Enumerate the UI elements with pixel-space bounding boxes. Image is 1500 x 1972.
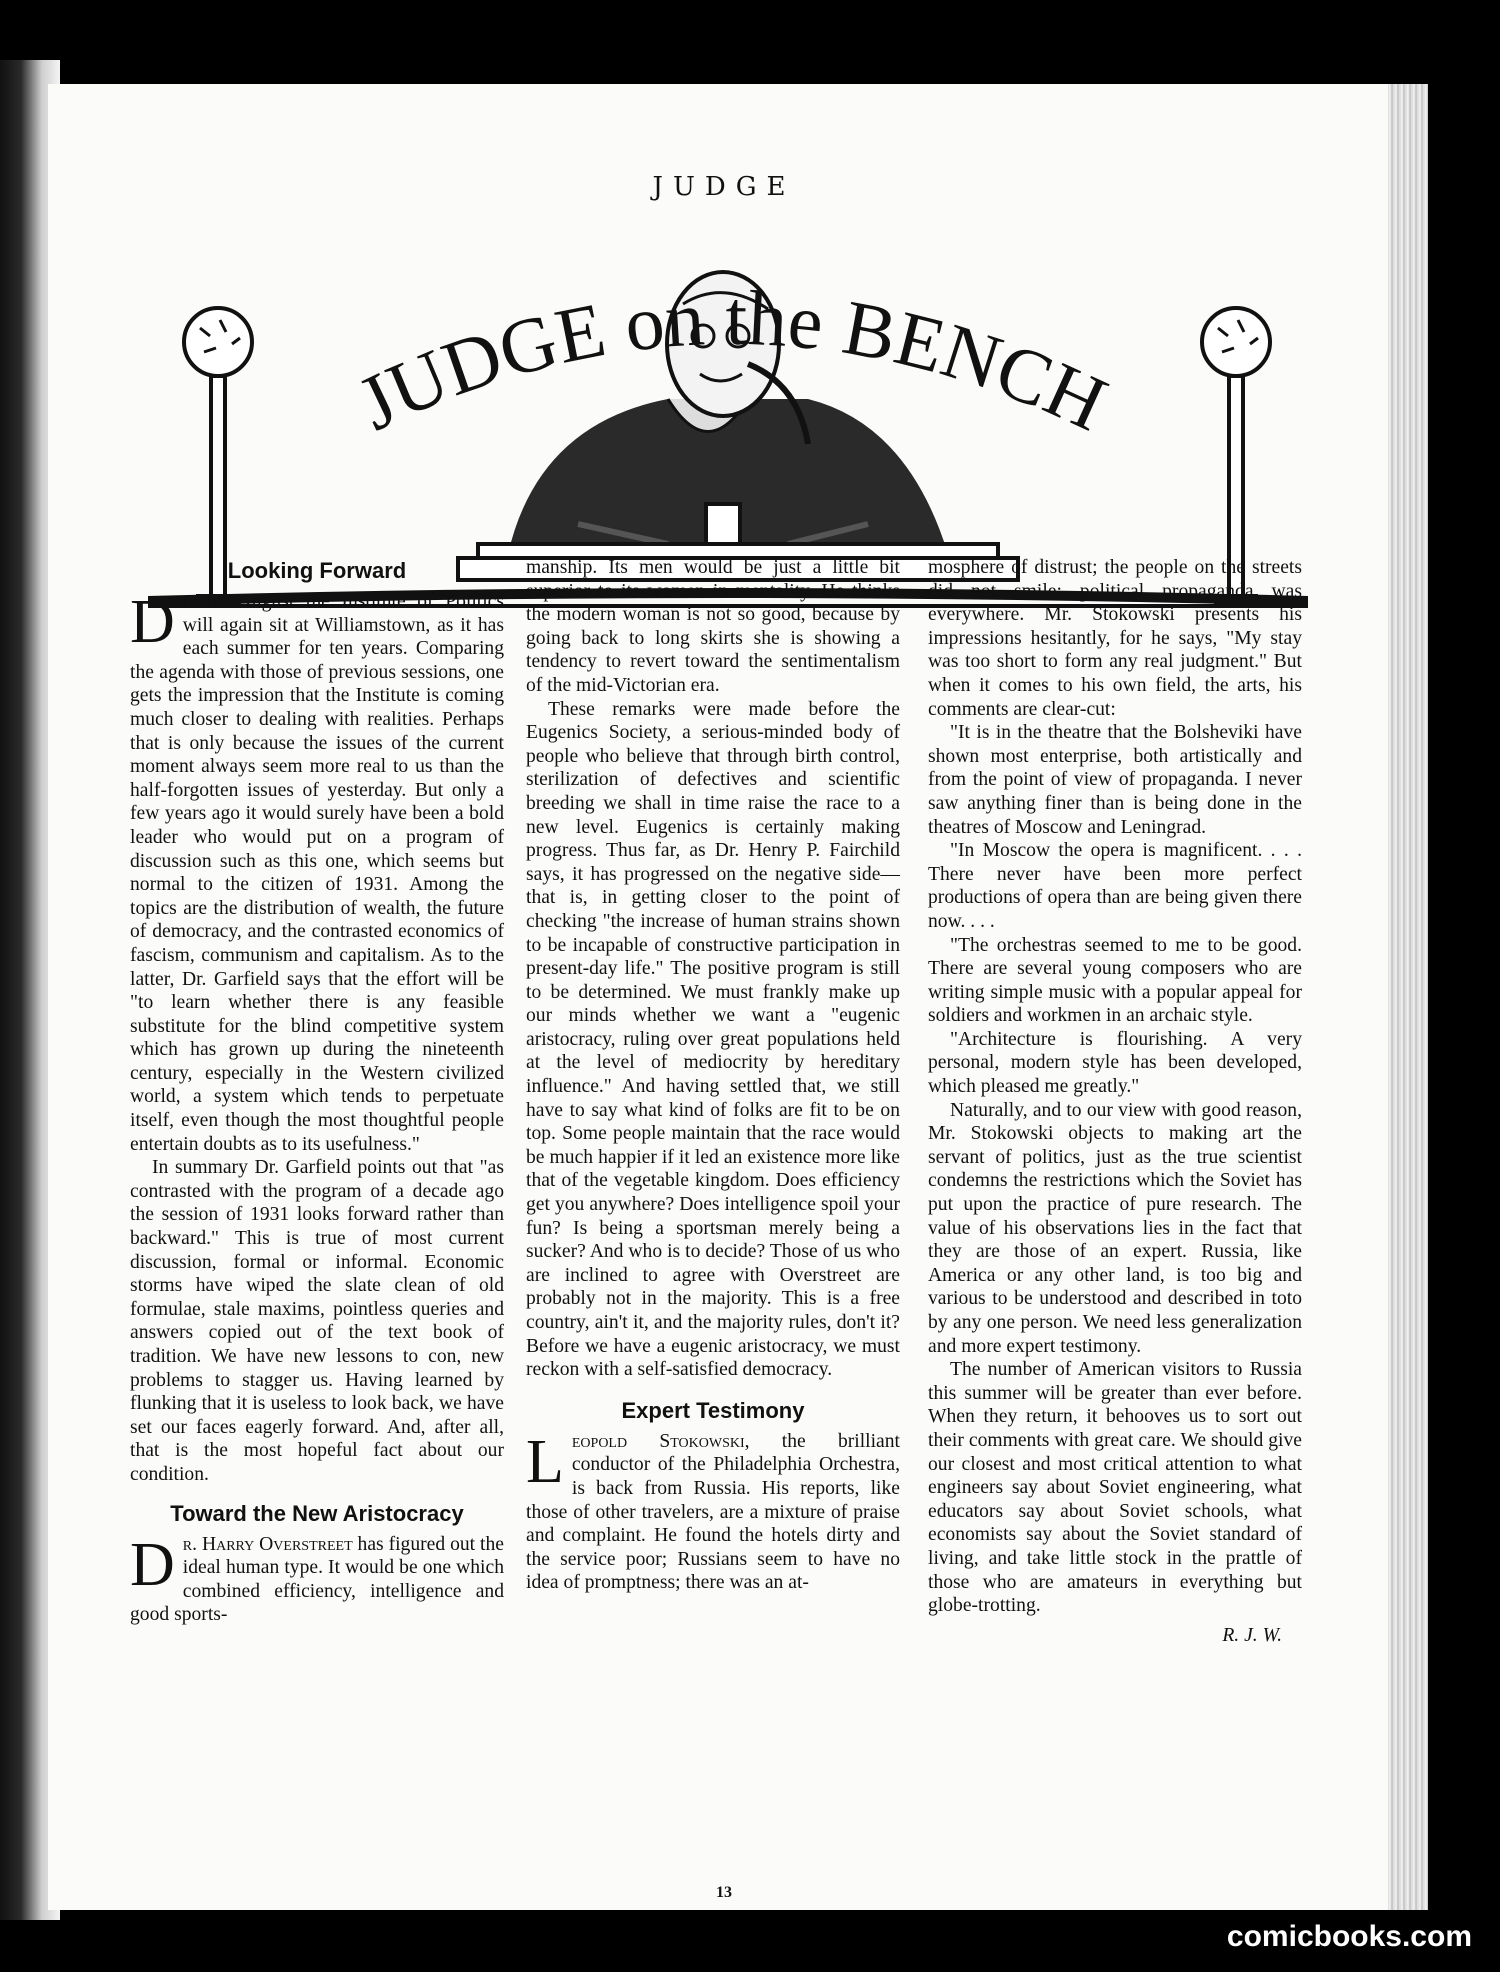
article-column-3 xyxy=(928,556,1302,1647)
paragraph: In summary Dr. Garfield points out that "as contrasted with the program of a decade ago the session of 1931 looks forward rather than backward." This is true of most current discussion, formal or informal. Economic storms have wiped the slate clean of old formulae, stale maxims, pointless queries and answers copied out of the text book of tradition. We have new lessons to con, new problems to stagger us. Having learned by flunking that it is useless to look back, we have set our faces eagerly forward. And, after all, that is the most hopeful fact about our condition. xyxy=(130,1157,504,1485)
paragraph: During August the Institute of Politics will again sit at Williamstown, as it has each summer for ten years. Comparing the agenda with those of previous sessions, one gets the impression that the Institute is coming much closer to dealing with realities. Perhaps that is only because the issues of the current moment always seem more real to us than the half-forgotten issues of yesterday. But only a few years ago it would surely have been a bold leader who would put on a program of discussion such as this one, which seems but normal to the citizen of 1931. Among the topics are the distribution of wealth, the future of democracy, and the contrasted economics of fascism, communism and capitalism. As to the latter, Dr. Garfield says that the effort will be "to learn whether there is any feasible substitute for the blind competitive system which has grown up during the nineteenth century, especially in the Western civilized world, a system which tends to perpetuate itself, even though the most thoughtful people entertain doubts as to its usefulness." xyxy=(130,588,504,1155)
paragraph: "It is in the theatre that the Bolsheviki have shown most enterprise, both artistically and from the point of view of propaganda. I never saw anything finer than is being done in the theatres of Moscow and Leningrad. xyxy=(928,722,1302,838)
banner-title-text: JUDGE on the BENCH xyxy=(345,273,1120,448)
section-heading-expert-testimony: Expert Testimony xyxy=(621,1397,805,1423)
magazine-page xyxy=(48,84,1400,1910)
paragraph: mosphere of distrust; the people on the streets did not smile; political propaganda was everywhere. Mr. Stokowski presents his impressions hesitantly, for he says, "My stay was too short to form any real judgment." But when it comes to his own field, the arts, his comments are clear-cut: xyxy=(928,557,1302,720)
paragraph: Leopold Stokowski, the brilliant conductor of the Philadelphia Orchestra, is back from Russia. His reports, like those of other travelers, are a mixture of praise and complaint. He found the hotels dirty and the service poor; Russians seem to have no idea of promptness; there was an at- xyxy=(526,1427,900,1594)
paragraph: "Architecture is flourishing. A very personal, modern style has been developed, which pleased me greatly." xyxy=(928,1028,1302,1098)
paragraph: The number of American visitors to Russia this summer will be greater than ever before. When they return, it behooves us to sort out their comments with great care. We should give our closest and most critical attention to what engineers say about Soviet engineering, what educators say about Soviet schools, what economists say about the Soviet standard of living, and take little stock in the prattle of those who are amateurs in everything but globe-trotting. xyxy=(928,1359,1302,1617)
page-stack-edge xyxy=(1388,84,1428,1910)
drop-cap: D xyxy=(130,1530,175,1599)
paragraph: Dr. Harry Overstreet has figured out the ideal human type. It would be one which combined efficiency, intelligence and good sports- xyxy=(130,1530,504,1626)
article-column-2 xyxy=(526,556,900,1595)
drop-cap: D xyxy=(130,588,175,656)
running-head: JUDGE xyxy=(652,172,796,202)
drop-cap: L xyxy=(526,1427,564,1496)
paragraph: Naturally, and to our view with good reason, Mr. Stokowski objects to making art the servant of politics, just as the true scientist condemns the restrictions which the Soviet has put upon the practice of pure research. The value of his observations lies in the fact that they are those of an expert. Russia, like America or any other land, is too big and various to be understood and described in toto by any one person. We need less generalization and more expert testimony. xyxy=(928,1099,1302,1357)
page-number: 13 xyxy=(716,1884,732,1901)
paragraph: manship. Its men would be just a little bit superior to its women in mentality. He thinks the modern woman is not so good, because by going back to long skirts she is showing a tendency to revert toward the sentimentalism of the mid-Victorian era. xyxy=(526,557,900,696)
section-heading-new-aristocracy: Toward the New Aristocracy xyxy=(170,1500,464,1526)
section-heading-looking-forward: Looking Forward xyxy=(227,558,407,583)
paragraph: These remarks were made before the Eugenics Society, a serious-minded body of people who believe that through birth control, sterilization of defectives and scientific breeding we shall in time raise the race to a new level. Eugenics is certainly making progress. Thus far, as Dr. Henry P. Fairchild says, it has progressed on the negative side—that is, in getting closer to the point of checking "the increase of human strains shown to be incapable of constructive participation in present-day life." The positive program is still to be determined. We must frankly make up our minds whether we want a "eugenic aristocracy, ruling over great populations held at the level of mediocrity by hereditary influence." And having settled that, we still have to say what kind of folks are fit to be on top. Some people maintain that the race would be much happier if it led an existence more like that of the vegetable kingdom. Does efficiency get you anywhere? Does intelligence spoil your fun? Is being a sportsman merely being a sucker? And who is to decide? Those of us who are inclined to agree with Overstreet are probably not in the majority. This is a free country, ain't it, and the majority rules, don't it? Before we have a eugenic aristocracy, we must reckon with a self-satisfied democracy. xyxy=(526,698,900,1381)
article-column-1 xyxy=(130,556,504,1627)
site-watermark: comicbooks.com xyxy=(1226,1920,1472,1953)
author-signature: R. J. W. xyxy=(1222,1624,1282,1646)
paragraph: "The orchestras seemed to me to be good. There are several young composers who are writing simple music with a popular appeal for soldiers and workmen in an archaic style. xyxy=(928,934,1302,1027)
paragraph: "In Moscow the opera is magnificent. . . . There never have been more perfect productions of opera than are being given there now. . . . xyxy=(928,840,1302,932)
